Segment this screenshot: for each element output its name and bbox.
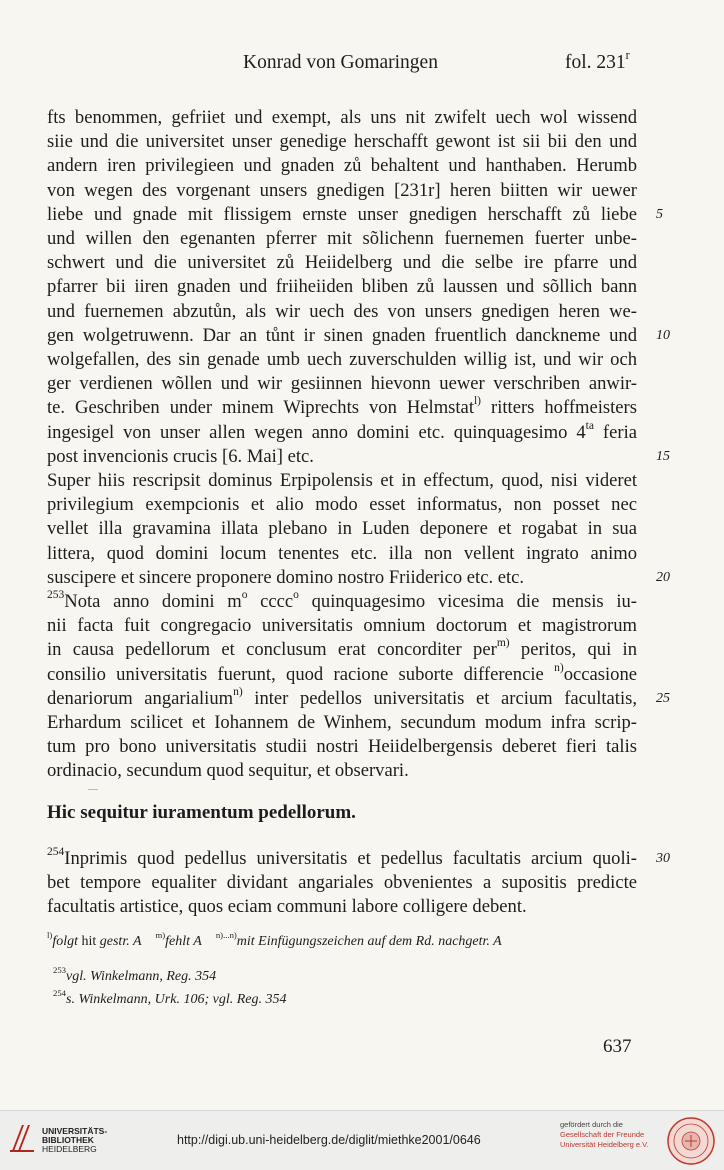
line-number: 5 <box>656 206 663 222</box>
sponsor-line1: gefördert durch die <box>560 1120 623 1129</box>
folio-label: fol. 231 <box>565 52 626 73</box>
critical-apparatus: $^{l)}$folgt hit gestr. A $^{m)}$fehlt A $^{n)...n)}$mit Einfügungszeichen auf dem Rd. nachgetr. A <box>47 930 502 949</box>
text-line: nii facta fuit congregacio universitatis omnium doctorum et magistrorum <box>47 615 637 637</box>
page-number: 637 <box>603 1036 632 1057</box>
text-line: $^{254}$Inprimis quod pedellus universitatis et pedellus facultatis arcium quoli- <box>47 846 637 869</box>
text-line: gen wolgetruwenn. Dar an tůnt ir sinen gnaden fruentlich danckneme und <box>47 324 637 346</box>
sponsor-line2: Gesellschaft der Freunde <box>560 1130 645 1139</box>
library-logo-icon <box>8 1121 38 1155</box>
text-line: von wegen des vorgenant unsers gnedigen [231r] heren biitten wir uewer <box>47 179 637 201</box>
text-line: consilio universitatis fuerunt, quod racione suborte differencie $^{n)}$occasione <box>47 661 637 685</box>
line-number: 30 <box>656 851 670 866</box>
footnote-253: $^{253}$vgl. Winkelmann, Reg. 354 <box>53 965 217 984</box>
folio-number <box>565 47 630 74</box>
permalink-url[interactable]: http://digi.ub.uni-heidelberg.de/diglit/miethke2001/0646 <box>177 1133 481 1147</box>
text-line: fts benommen, gefriiet und exempt, als uns nit zwifelt uech wol wissend <box>47 107 637 128</box>
line-number: 20 <box>656 569 670 585</box>
text-line: Super hiis rescripsit dominus Erpipolensis et in effectum, quod, nisi videret <box>47 470 637 491</box>
running-title: Konrad von Gomaringen <box>243 52 438 73</box>
separator-mark <box>88 789 98 790</box>
text-line: in causa pedellorum et conclusum erat concorditer per$^{m)}$ peritos, qui in <box>47 637 637 661</box>
text-line: suscipere et sincere proponere domino nostro Friiderico etc. etc. <box>47 566 525 588</box>
text-line: facultatis artistice, quos eciam communi labore colligere debent. <box>47 896 527 918</box>
text-line: ingesigel von unser allen wegen anno domini etc. quinquagesimo $4^{ta}$ feria <box>47 419 637 443</box>
text-line: schwert und die universitet zů Heiidelberg und die selbe ire pfarre und <box>47 252 637 274</box>
footnote-254: $^{254}$s. Winkelmann, Urk. 106; vgl. Reg. 354 <box>53 988 287 1007</box>
text-line: pfarrer bii iiren gnaden und friiheiiden bliben zů laussen und sõllich bann <box>47 276 637 298</box>
university-seal-icon <box>666 1116 716 1166</box>
text-line: littera, quod domini locum tenentes etc. illa non vellent ingrato animo <box>47 542 637 564</box>
text-line: vellet illa gravamina illata plebano in Luden deponere et rogabat in sua <box>47 518 637 540</box>
text-line: te. Geschriben under minem Wiprechts von Helmstat$^{l)}$ ritters hoffmeisters <box>47 395 637 419</box>
text-line: $^{253}$Nota anno domini $m^o$ cccc$^o$ quinquagesimo vicesima die mensis iu- <box>47 589 637 612</box>
text-line: wolgefallen, des sin genade umb uech zuverschulden willig ist, und wir och <box>47 349 637 370</box>
library-name <box>42 1127 107 1154</box>
text-line: Erhardum scilicet et Iohannem de Winhem, secundum modum infra scrip- <box>47 712 637 733</box>
sponsor-line3: Universität Heidelberg e.V. <box>560 1140 649 1149</box>
line-number: 10 <box>656 327 670 343</box>
section-heading: Hic sequitur iuramentum pedellorum. <box>47 802 356 823</box>
sponsor-text <box>560 1120 660 1150</box>
text-line: privilegium exempcionis et alio modo esset informatus, non posset nec <box>47 494 637 516</box>
library-name-line2: BIBLIOTHEK <box>42 1135 94 1145</box>
text-line: ordinacio, secundum quod sequitur, et observari. <box>47 760 409 782</box>
library-name-line1: UNIVERSITÄTS- <box>42 1126 108 1136</box>
line-number: 15 <box>656 448 670 464</box>
folio-side: r <box>625 47 630 62</box>
text-line: liebe und gnade mit flissigem ernste unser gnedigen herschafft zů liebe <box>47 203 637 225</box>
text-line: post invencionis crucis [6. Mai] etc. <box>47 445 314 467</box>
text-line: und willen den egenanten pferrer mit sõlichenn fuernemen fuerter unbe- <box>47 228 637 249</box>
text-line: siie und die universitet unser genedige herschafft gewont ist sii bii den und <box>47 131 637 153</box>
line-number: 25 <box>656 690 670 706</box>
text-line: ger verdienen wõllen und wir gesiinnen hievonn uewer verschriben anwir- <box>47 373 637 395</box>
text-line: andern iren privilegieen und gnaden zů behaltent und hanthaben. Herumb <box>47 155 637 177</box>
library-name-line3: HEIDELBERG <box>42 1144 97 1154</box>
text-line: und fuernemen abzutůn, als wir uech des von unsers gnedigen heren we- <box>47 300 637 322</box>
text-line: bet tempore equaliter dividant angariales obvenientes a supositis predicte <box>47 872 637 894</box>
text-line: tum pro bono universitatis studii nostri Heiidelbergensis deberet fieri talis <box>47 736 637 758</box>
text-line: denariorum angarialium$^{n)}$ inter pedellos universitatis et arcium facultatis, <box>47 685 638 709</box>
